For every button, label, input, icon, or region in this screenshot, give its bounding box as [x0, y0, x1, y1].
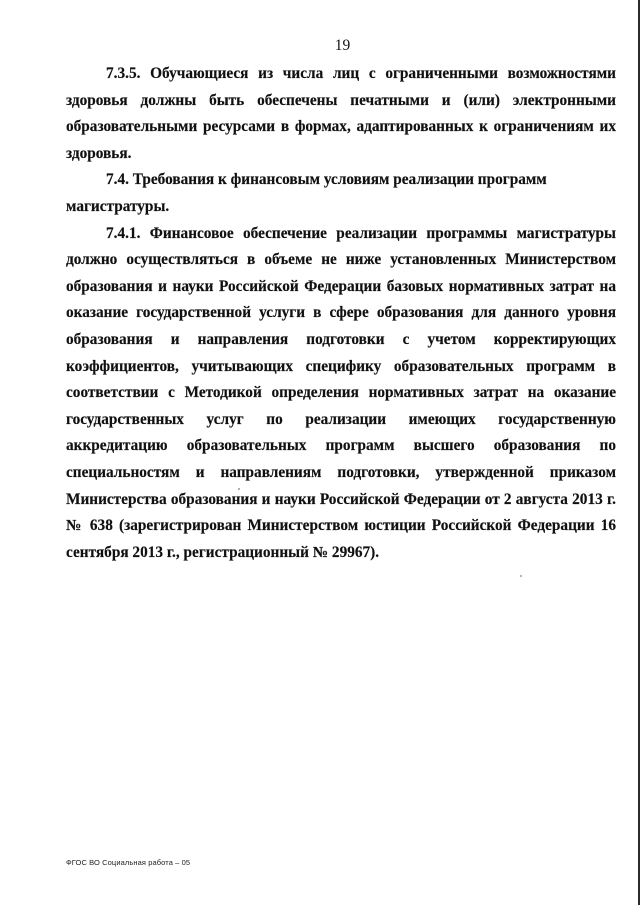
footer-label: ФГОС ВО Социальная работа – 05 — [66, 858, 191, 867]
scan-speck — [238, 488, 240, 490]
page-number: 19 — [334, 37, 351, 54]
paragraph-7-4: 7.4. Требования к финансовым условиям реализации программ магистратуры. — [66, 171, 547, 215]
paragraph-7-4-1: 7.4.1. Финансовое обеспечение реализации программы магистратуры должно осуществляться в объеме не ниже установленных Министерством образования и науки Российской Федерации базовых нормативных затрат на оказание государственной услуги в сфере образования для данного уровня образования и направления подготовки с учетом корректирующих коэффициентов, учитывающих специфику образовательных программ в соответствии с Методикой определения нормативных затрат на оказание государственных услуг по реализации имеющих государственную аккредитацию образовательных программ высшего образования по специальностям и направлениям подготовки, утвержденной приказом Министерства образования и науки Российской Федерации от 2 августа 2013 г. № 638 (зарегистрирован Министерством юстиции Российской Федерации 16 сентября 2013 г., регистрационный № 29967). — [66, 224, 616, 561]
document-body — [66, 61, 616, 566]
paragraph-7-3-5: 7.3.5. Обучающиеся из числа лиц с ограниченными возможностями здоровья должны быть обеспечены печатными и (или) электронными образовательными ресурсами в формах, адаптированных к ограничениям их здоровья. — [66, 65, 616, 162]
scan-speck — [520, 575, 522, 577]
